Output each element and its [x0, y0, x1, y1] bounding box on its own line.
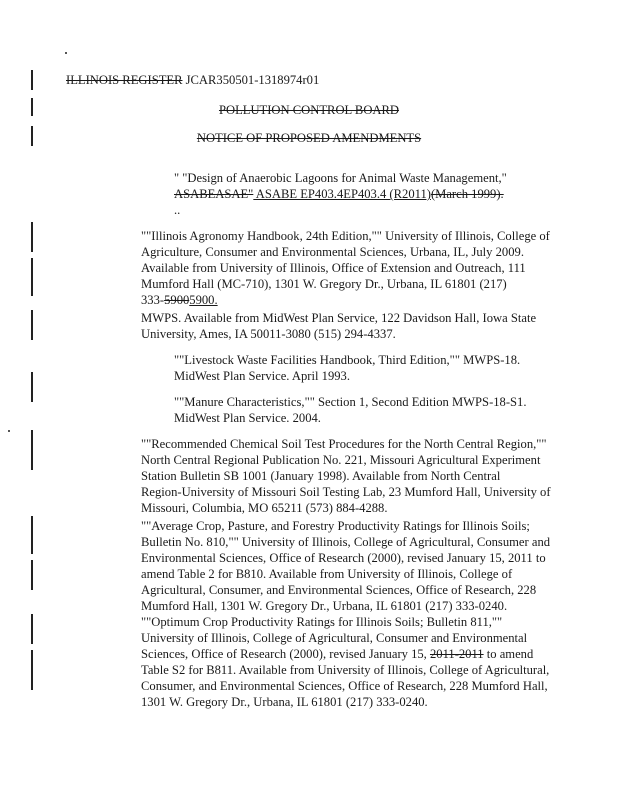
board-title: POLLUTION CONTROL BOARD: [218, 103, 400, 117]
revision-bar: [31, 372, 33, 402]
scan-speck: [8, 430, 10, 432]
revision-bar: [31, 430, 33, 470]
revision-bar: [31, 70, 33, 90]
revision-bar: [31, 222, 33, 252]
revision-bar: [31, 516, 33, 554]
revision-bar: [31, 560, 33, 590]
revision-bar: [31, 258, 33, 296]
revision-bar: [31, 650, 33, 690]
entry-soil: ""Recommended Chemical Soil Test Procedures for the North Central Region,"" North Central Regional Publication No. 221, Missouri Agricultural Experiment Station Bulletin SB 1001 (January 1998). Available from North Central Region-University of Missouri Soil Testing Lab, 23 Mumford Hall, University of Missouri, Columbia, MO 65211 (573) 884-4288.: [141, 437, 551, 515]
register-header: ILLINOIS REGISTER JCAR350501-1318974r01: [66, 73, 320, 87]
entry-agronomy: ""Illinois Agronomy Handbook, 24th Edition,"" University of Illinois, College of Agriculture, Consumer and Environmental Sciences, Urbana, IL, July 2009. Available from University of Illinois, Office of Extension and Outreach, 111 Mumford Hall (MC-710), 1301 W. Gregory Dr., Urbana, IL 61801 (217) 333-59005900.: [141, 229, 550, 307]
entry-lagoons: " "Design of Anaerobic Lagoons for Animal Waste Management," ASABEASAE" ASABE EP403.4EP403.4 (R2011)(March 1999). ..: [174, 171, 507, 217]
entry-optimum: ""Optimum Crop Productivity Ratings for Illinois Soils; Bulletin 811,"" University of Illinois, College of Agricultural, Consumer and Environmental Sciences, Office of Research (2000), revised January 15, 2011-2011 to amend Table S2 for B811. Available from University of Illinois, College of Agricultural, Consumer, and Environmental Sciences, Office of Research, 228 Mumford Hall, 1301 W. Gregory Dr., Urbana, IL 61801 (217) 333-0240.: [141, 615, 550, 709]
entry-manure: ""Manure Characteristics,"" Section 1, Second Edition MWPS-18-S1. MidWest Plan Service. 2004.: [174, 395, 527, 425]
revision-bar: [31, 310, 33, 340]
scan-speck: [65, 52, 67, 54]
revision-bar: [31, 614, 33, 644]
entry-crop: ""Average Crop, Pasture, and Forestry Productivity Ratings for Illinois Soils; Bulletin No. 810,"" University of Illinois, College of Agricultural, Consumer and Environmental Sciences, Office of Research (2000), revised January 15, 2011 to amend Table 2 for B810. Available from University of Illinois, College of Agricultural, Consumer, and Environmental Sciences, Office of Research, 228 Mumford Hall, 1301 W. Gregory Dr., Urbana, IL 61801 (217) 333-0240.: [141, 519, 551, 613]
entry-mwps: MWPS. Available from MidWest Plan Service, 122 Davidson Hall, Iowa State University, Ames, IA 50011-3080 (515) 294-4337.: [141, 311, 537, 341]
entry-livestock: ""Livestock Waste Facilities Handbook, Third Edition,"" MWPS-18. MidWest Plan Service. April 1993.: [174, 353, 521, 383]
notice-title: NOTICE OF PROPOSED AMENDMENTS: [196, 131, 422, 145]
